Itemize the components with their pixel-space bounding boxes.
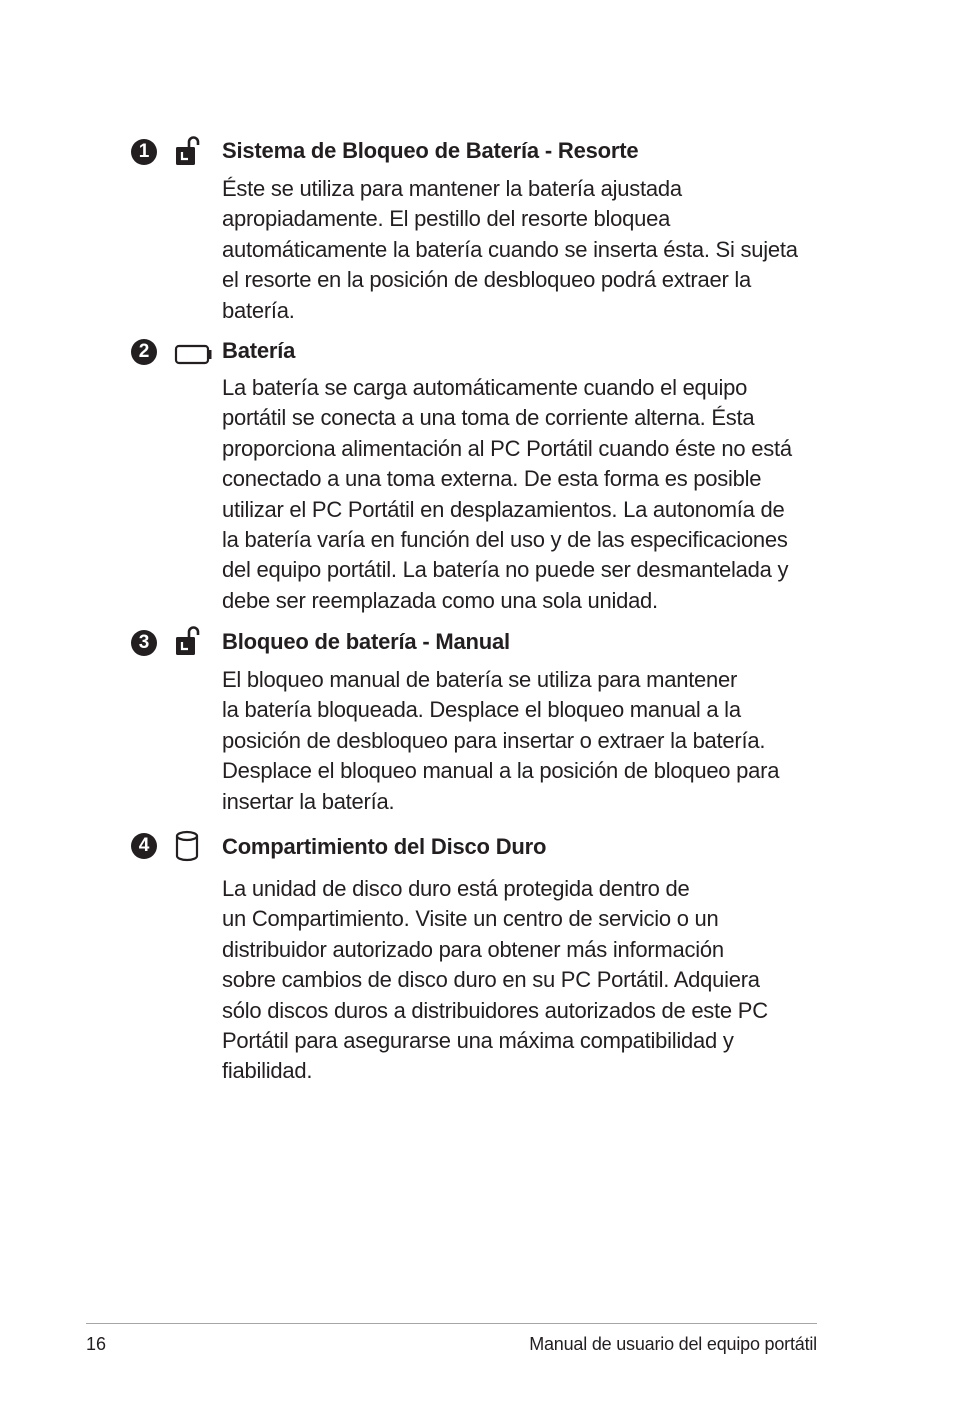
- unlock-icon: [174, 136, 210, 168]
- callout-number: 1: [131, 139, 157, 165]
- section-body: Éste se utiliza para mantener la batería ajustada apropiadamente. El pestillo del resorte bloquea automáticamente la batería cuando se inserta ésta. Si sujeta el resorte en la posición de desbloqueo podrá extraer la batería.: [222, 176, 798, 323]
- section-body: El bloqueo manual de batería se utiliza para mantener la batería bloqueada. Desplace el bloqueo manual a la posición de desbloqueo para insertar o extraer la batería. Desplace el bloqueo manual a la posición de bloqueo para insertar la batería.: [222, 667, 780, 814]
- section-body: La unidad de disco duro está protegida dentro de un Compartimiento. Visite un centro de servicio o un distribuidor autorizado para obtener más información sobre cambios de disco duro en su PC Portátil. Adquiera sólo discos duros a distribuidores autorizados de este PC Portátil para asegurarse una máxima compatibilidad y fiabilidad.: [222, 876, 768, 1084]
- page-number: 16: [86, 1334, 107, 1354]
- footer-divider: [86, 1323, 817, 1324]
- section-body: La batería se carga automáticamente cuando el equipo portátil se conecta a una toma de corriente alterna. Ésta proporciona alimentación al PC Portátil cuando éste no está conectado a una toma externa. De esta forma es posible utilizar el PC Portátil en desplazamientos. La autonomía de la batería varía en función del uso y de las especificaciones del equipo portátil. La batería no puede ser desmantelada y debe ser reemplazada como una sola unidad.: [222, 375, 792, 613]
- battery-icon: [174, 338, 210, 370]
- unlock-icon: [174, 626, 210, 658]
- section-title: Sistema de Bloqueo de Batería - Resorte: [222, 138, 639, 163]
- callout-number: 4: [131, 833, 157, 859]
- section-title: Compartimiento del Disco Duro: [222, 834, 547, 859]
- section-title: Bloqueo de batería - Manual: [222, 629, 510, 654]
- section-title: Batería: [222, 338, 296, 363]
- footer-manual-title: Manual de usuario del equipo portátil: [529, 1334, 817, 1354]
- hard-disk-icon: [174, 829, 210, 861]
- callout-number: 3: [131, 630, 157, 656]
- callout-number: 2: [131, 339, 157, 365]
